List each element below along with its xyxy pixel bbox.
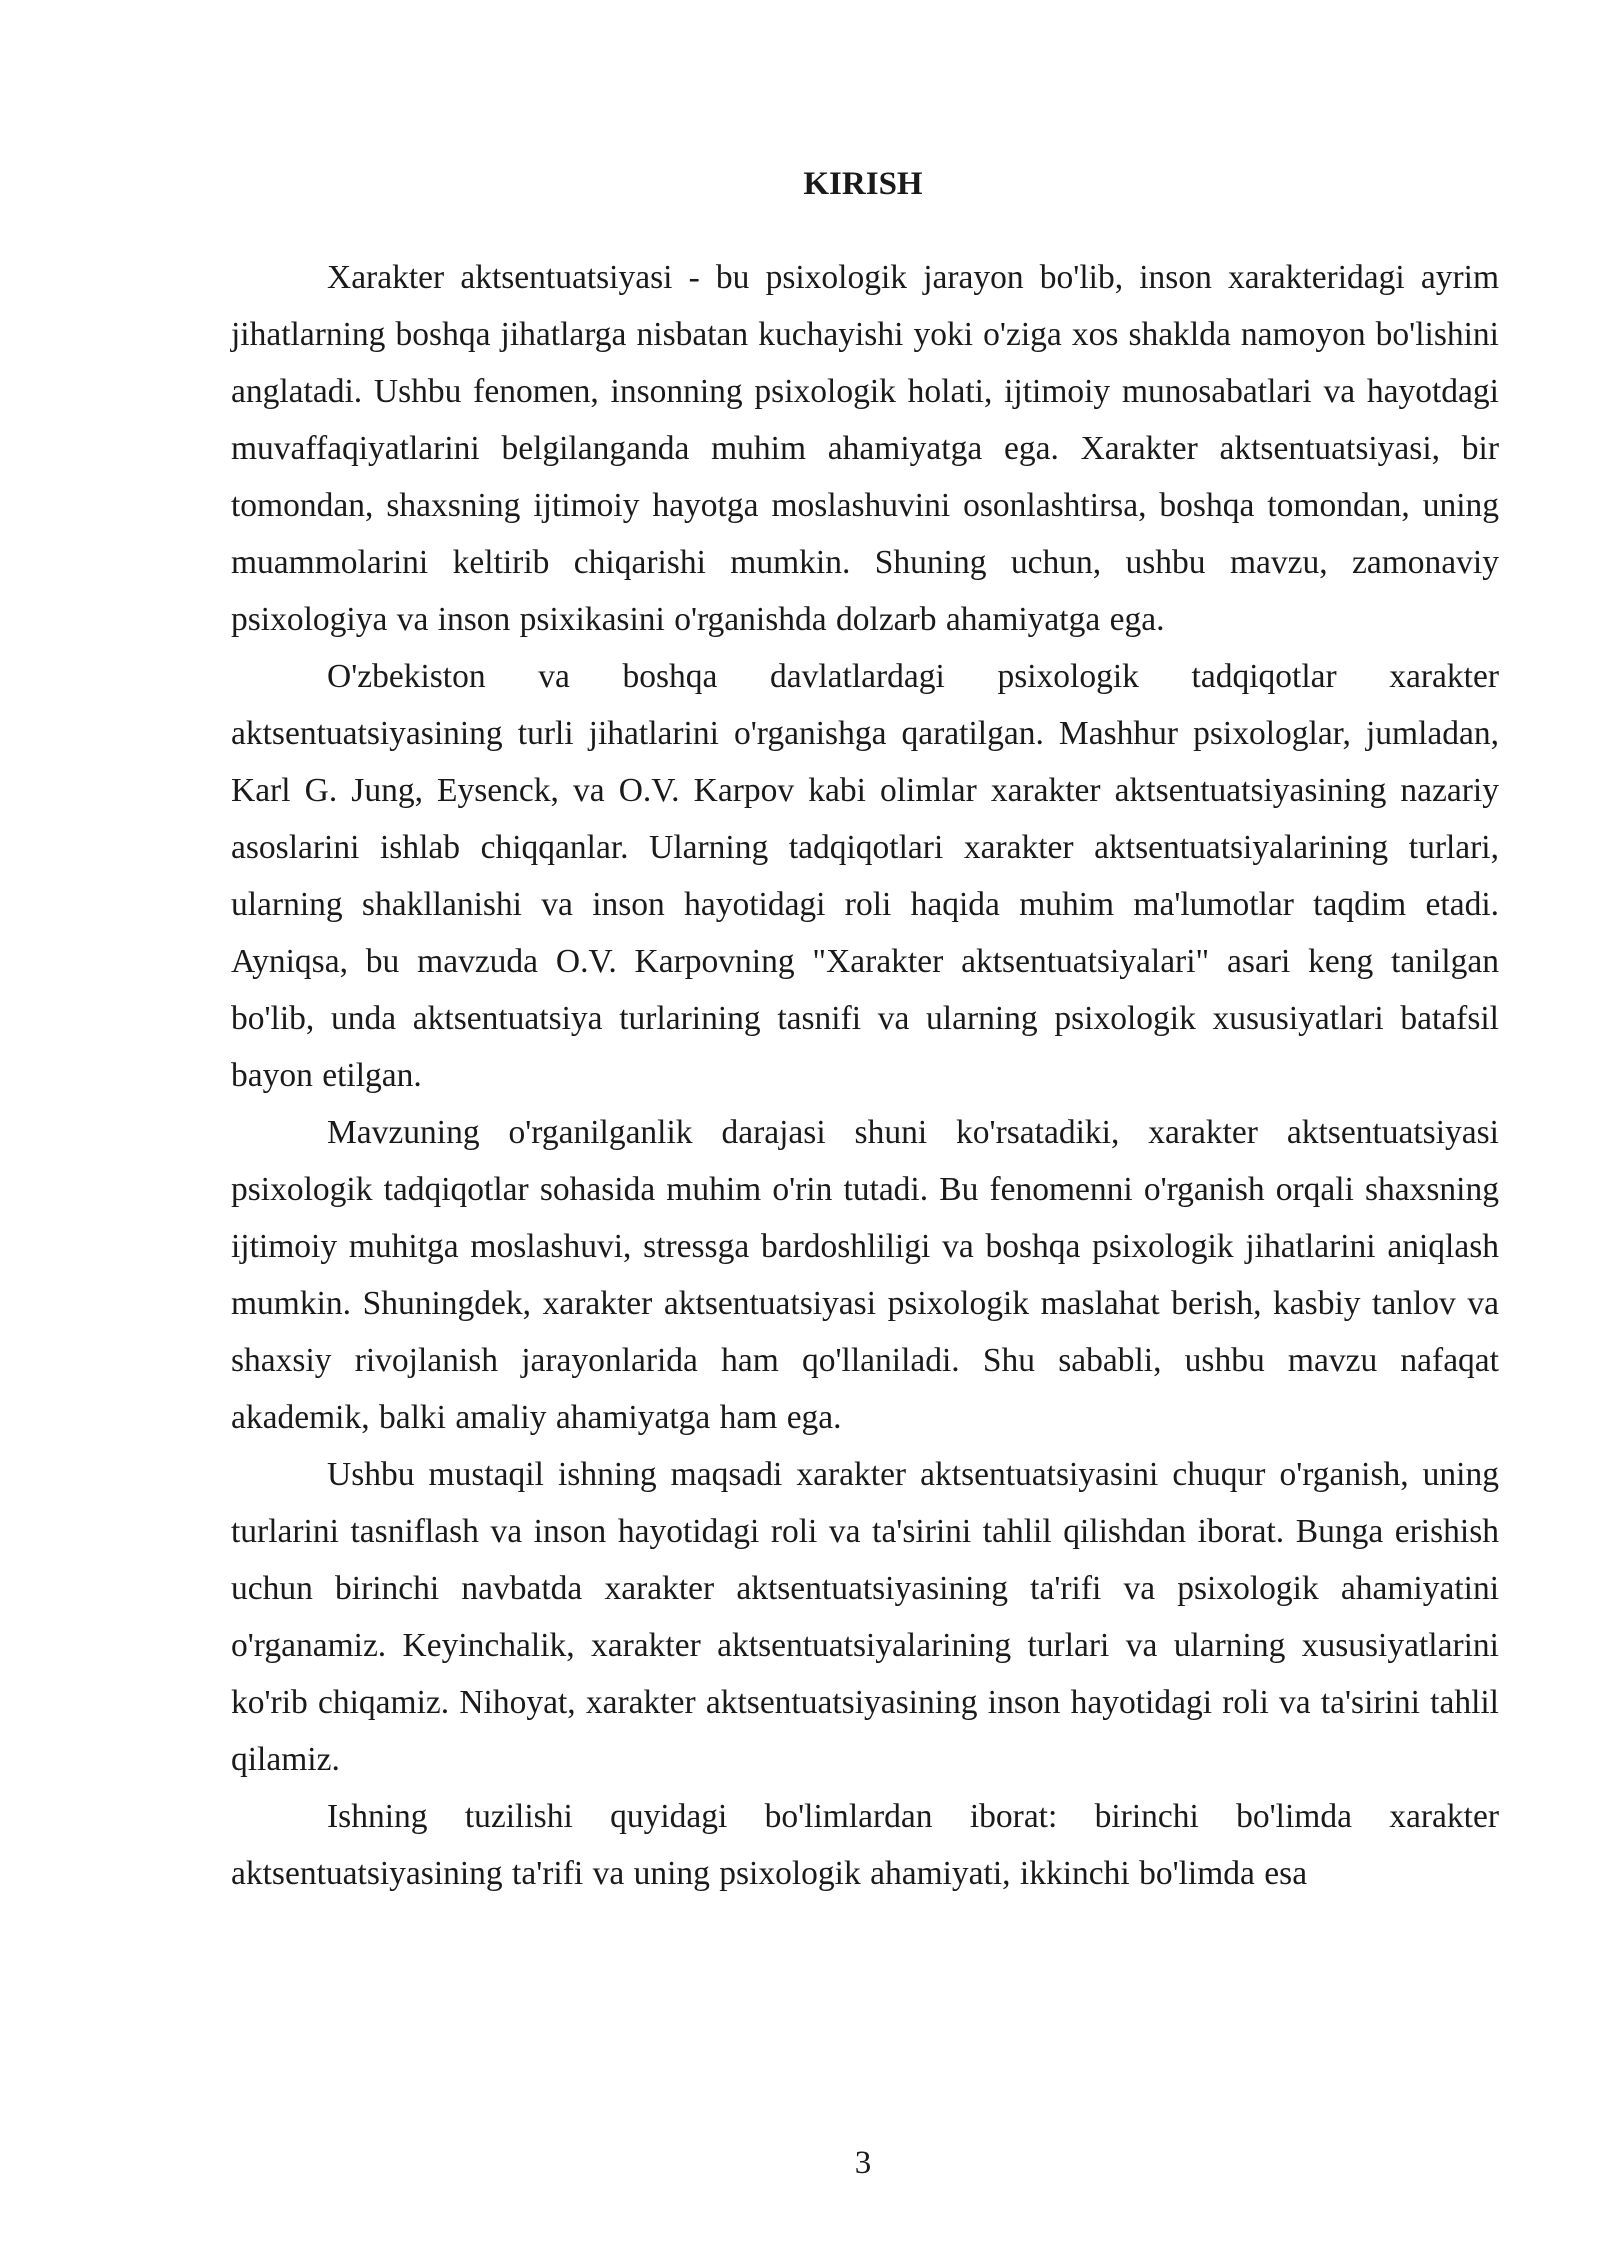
- paragraph-2: O'zbekiston va boshqa davlatlardagi psixologik tadqiqotlar xarakter aktsentuatsiyasining turli jihatlarini o'rganishga qaratilgan. Mashhur psixologlar, jumladan, Karl G. Jung, Eysenck, va O.V. Karpov kabi olimlar xarakter aktsentuatsiyasining nazariy asoslarini ishlab chiqqanlar. Ularning tadqiqotlari xarakter aktsentuatsiyalarining turlari, ularning shakllanishi va inson hayotidagi roli haqida muhim ma'lumotlar taqdim etadi. Ayniqsa, bu mavzuda O.V. Karpovning "Xarakter aktsentuatsiyalari" asari keng tanilgan bo'lib, unda aktsentuatsiya turlarining tasnifi va ularning psixologik xususiyatlari batafsil bayon etilgan.: [231, 658, 1499, 1094]
- page-number: 3: [854, 2145, 872, 2181]
- paragraph-4: Ushbu mustaqil ishning maqsadi xarakter aktsentuatsiyasini chuqur o'rganish, uning turlarini tasniflash va inson hayotidagi roli va ta'sirini tahlil qilishdan iborat. Bunga erishish uchun birinchi navbatda xarakter aktsentuatsiyasining ta'rifi va psixologik ahamiyatini o'rganamiz. Keyinchalik, xarakter aktsentuatsiyalarining turlari va ularning xususiyatlarini ko'rib chiqamiz. Nihoyat, xarakter aktsentuatsiyasining inson hayotidagi roli va ta'sirini tahlil qilamiz.: [231, 1456, 1499, 1778]
- paragraph-1: Xarakter aktsentuatsiyasi - bu psixologik jarayon bo'lib, inson xarakteridagi ayrim jihatlarning boshqa jihatlarga nisbatan kuchayishi yoki o'ziga xos shaklda namoyon bo'lishini anglatadi. Ushbu fenomen, insonning psixologik holati, ijtimoiy munosabatlari va hayotdagi muvaffaqiyatlarini belgilanganda muhim ahamiyatga ega. Xarakter aktsentuatsiyasi, bir tomondan, shaxsning ijtimoiy hayotga moslashuvini osonlashtirsa, boshqa tomondan, uning muammolarini keltirib chiqarishi mumkin. Shuning uchun, ushbu mavzu, zamonaviy psixologiya va inson psixikasini o'rganishda dolzarb ahamiyatga ega.: [231, 259, 1499, 638]
- body-text: [231, 249, 1499, 1902]
- paragraph-3: Mavzuning o'rganilganlik darajasi shuni ko'rsatadiki, xarakter aktsentuatsiyasi psixologik tadqiqotlar sohasida muhim o'rin tutadi. Bu fenomenni o'rganish orqali shaxsning ijtimoiy muhitga moslashuvi, stressga bardoshliligi va boshqa psixologik jihatlarini aniqlash mumkin. Shuningdek, xarakter aktsentuatsiyasi psixologik maslahat berish, kasbiy tanlov va shaxsiy rivojlanish jarayonlarida ham qo'llaniladi. Shu sababli, ushbu mavzu nafaqat akademik, balki amaliy ahamiyatga ham ega.: [231, 1114, 1499, 1436]
- paragraph-5: Ishning tuzilishi quyidagi bo'limlardan iborat: birinchi bo'limda xarakter aktsentuatsiyasining ta'rifi va uning psixologik ahamiyati, ikkinchi bo'limda esa: [231, 1798, 1499, 1892]
- page-title: KIRISH: [803, 166, 923, 202]
